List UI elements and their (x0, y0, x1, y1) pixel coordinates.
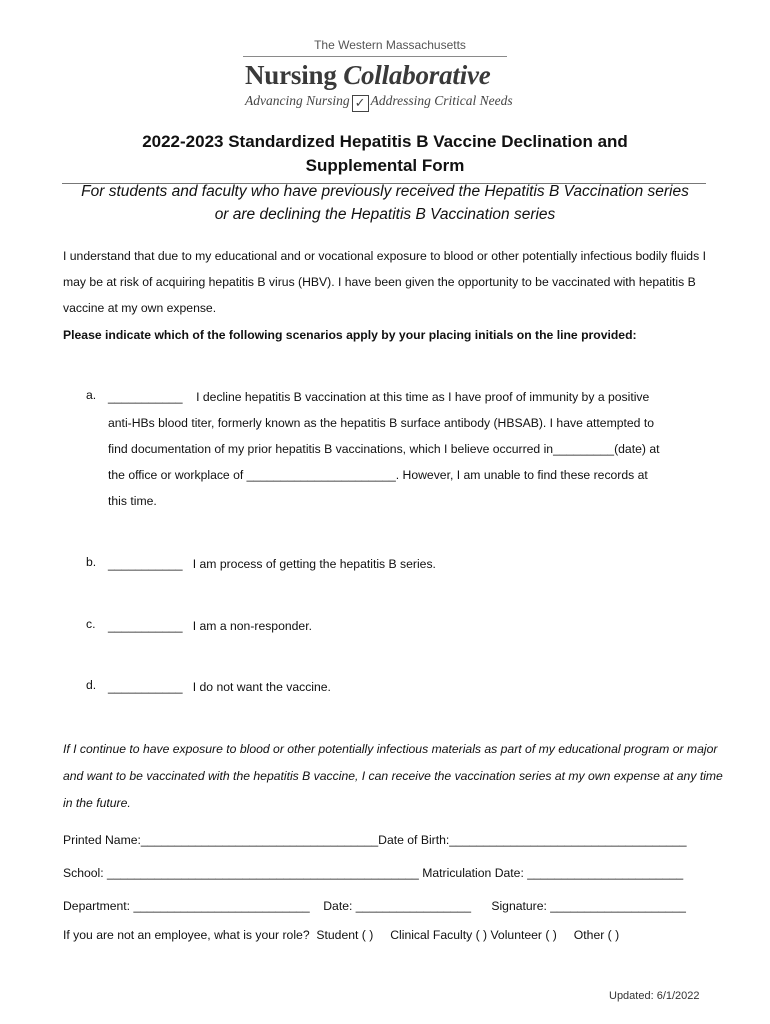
intro-paragraph: I understand that due to my educational and or vocational exposure to blood or other potentially infectious bodily fluids I may be at risk of acquiring hepatitis B virus (HBV). I have been given the opportunity to be vaccinated with hepatitis B vaccine at my own expense. (63, 249, 706, 315)
option-a-workplace-blank[interactable]: ______________________ (246, 468, 396, 482)
dob-label: Date of Birth: (378, 833, 450, 847)
role-clinical-faculty-option[interactable]: Clinical Faculty ( ) (390, 928, 488, 942)
option-c-text: I am a non-responder. (192, 619, 312, 633)
closing-paragraph: If I continue to have exposure to blood or other potentially infectious materials as part of my educational program or major and want to be vaccinated with the hepatitis B vaccine, I can receive the vaccination series at my own expense at any time in the future. (63, 742, 723, 810)
option-d-initials-blank[interactable]: ___________ (108, 680, 183, 694)
option-b-initials-blank[interactable]: ___________ (108, 557, 183, 571)
option-b-text: I am process of getting the hepatitis B series. (192, 557, 436, 571)
logo-top-text: The Western Massachusetts (314, 38, 466, 52)
option-d (108, 674, 331, 700)
logo-word-nursing: Nursing (245, 60, 337, 90)
signature-field[interactable]: ____________________ (550, 899, 686, 913)
form-subtitle (60, 180, 710, 226)
matriculation-label: Matriculation Date: (422, 866, 524, 880)
logo-tagline (245, 93, 513, 112)
tagline-left: Advancing Nursing (245, 93, 350, 108)
matriculation-field[interactable]: _______________________ (527, 866, 684, 880)
option-c-letter: c. (86, 617, 96, 631)
role-question: If you are not an employee, what is your role? (63, 928, 310, 942)
option-a-date-suffix: (date) at (614, 442, 660, 456)
date-label: Date: (323, 899, 353, 913)
option-a-initials-blank[interactable]: ___________ (108, 390, 183, 404)
tagline-right: Addressing Critical Needs (370, 93, 513, 108)
option-b (108, 551, 436, 577)
dob-field[interactable]: ___________________________________ (449, 833, 687, 847)
subtitle-line-1: For students and faculty who have previously received the Hepatitis B Vaccination series (81, 183, 689, 200)
role-other-option[interactable]: Other ( ) (573, 928, 620, 942)
option-b-letter: b. (86, 555, 97, 569)
school-field[interactable]: ______________________________________________ (107, 866, 419, 880)
option-a-line-4-end: . However, I am unable to find these records at (395, 468, 648, 482)
instruction-text: Please indicate which of the following scenarios apply by your placing initials on the line provided: (63, 328, 637, 342)
date-field[interactable]: _________________ (355, 899, 471, 913)
printed-name-label: Printed Name: (63, 833, 141, 847)
option-c (108, 613, 312, 639)
updated-date: Updated: 6/1/2022 (609, 990, 700, 1002)
form-title-line-1: 2022-2023 Standardized Hepatitis B Vaccine Declination and (142, 132, 628, 151)
logo-wordmark (245, 60, 491, 91)
printed-name-field[interactable]: ___________________________________ (140, 833, 379, 847)
option-d-text: I do not want the vaccine. (192, 680, 331, 694)
department-field[interactable]: __________________________ (133, 899, 310, 913)
option-a-line-4: the office or workplace of (108, 468, 244, 482)
option-d-letter: d. (86, 678, 97, 692)
option-a-line-5: this time. (108, 494, 157, 508)
option-a-date-blank[interactable]: _________ (553, 442, 615, 456)
form-title (60, 130, 710, 178)
subtitle-line-2: or are declining the Hepatitis B Vaccination series (214, 206, 556, 223)
school-row (63, 866, 683, 880)
name-dob-row (63, 833, 687, 847)
school-label: School: (63, 866, 104, 880)
option-a-line-1: I decline hepatitis B vaccination at this time as I have proof of immunity by a positive (196, 390, 650, 404)
form-title-line-2: Supplemental Form (305, 156, 465, 175)
signature-label: Signature: (491, 899, 547, 913)
option-c-initials-blank[interactable]: ___________ (108, 619, 183, 633)
role-row (63, 928, 619, 942)
checkmark-icon: ✓ (352, 95, 369, 112)
logo-divider (243, 56, 507, 57)
option-a-line-2: anti-HBs blood titer, formerly known as the hepatitis B surface antibody (HBSAB). I have attempted to (108, 416, 654, 430)
role-student-option[interactable]: Student ( ) (316, 928, 374, 942)
option-a-line-3: find documentation of my prior hepatitis B vaccinations, which I believe occurred in (108, 442, 554, 456)
logo-word-collaborative: Collaborative (343, 60, 491, 90)
option-a (108, 384, 718, 514)
option-a-letter: a. (86, 388, 97, 402)
role-volunteer-option[interactable]: Volunteer ( ) (490, 928, 557, 942)
department-label: Department: (63, 899, 131, 913)
department-row (63, 899, 686, 913)
